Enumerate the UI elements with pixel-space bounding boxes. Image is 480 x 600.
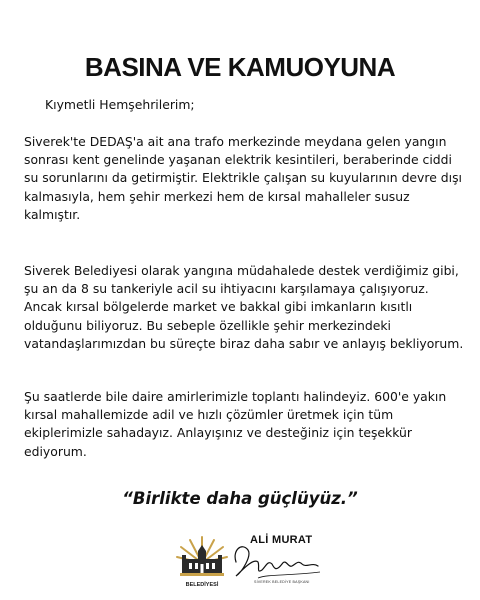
municipality-logo <box>172 533 232 591</box>
greeting: Kıymetli Hemşehrilerim; <box>45 97 195 112</box>
signature-name: ALİ MURAT <box>250 534 313 546</box>
signature-block <box>228 528 328 588</box>
paragraph-1: Siverek'te DEDAŞ'a ait ana trafo merkezinde meydana gelen yangın sonrası kent genelinde yaşanan elektrik kesintileri, beraberinde ciddi su sorunlarını da getirmiştir. Elektrikle çalışan su kuyularının devre dışı kalmasıyla, hem şehir merkezi hem de kırsal mahalleler susuz kalmıştır. <box>24 134 462 222</box>
closing-quote: “Birlikte daha güçlüyüz.” <box>122 489 358 508</box>
municipality-emblem-icon <box>172 533 232 583</box>
paragraph-2: Siverek Belediyesi olarak yangına müdahalede destek verdiğimiz gibi, şu an da 8 su tankeriyle acil su ihtiyacını karşılamaya çalışıyoruz. Ancak kırsal bölgelerde market ve bakkal gibi imkanların kısıtlı olduğunu biliyoruz. Bu sebeple özellikle şehir merkezindeki vatandaşlarımızdan bu süreçte biraz daha sabır ve anlayış bekliyorum. <box>24 263 464 351</box>
signature-subtitle: SİVEREK BELEDİYE BAŞKANI <box>254 580 310 584</box>
logo-text: BELEDİYESİ <box>185 582 219 588</box>
paragraph-3: Şu saatlerde bile daire amirlerimizle toplantı halindeyiz. 600'e yakın kırsal mahallemizde adil ve hızlı çözümler üretmek için tüm ekiplerimizle sahadayız. Anlayışınız ve desteğiniz için teşekkür ediyorum. <box>24 389 447 459</box>
page-title: BASINA VE KAMUOYUNA <box>84 52 396 82</box>
